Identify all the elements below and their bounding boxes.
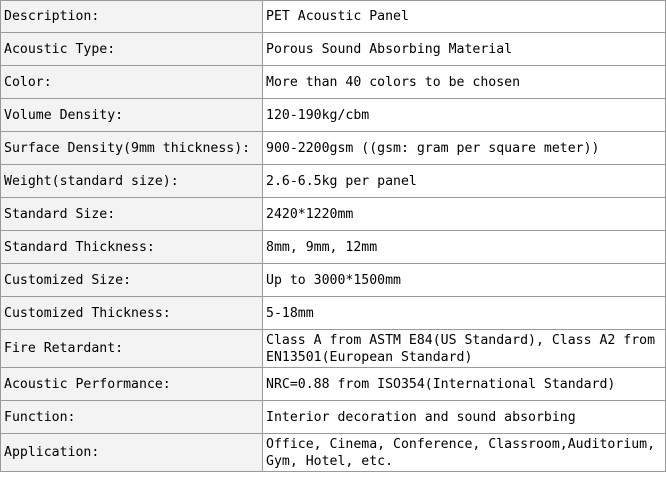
spec-value: Up to 3000*1500mm — [263, 264, 666, 297]
spec-value: Interior decoration and sound absorbing — [263, 401, 666, 434]
spec-value: More than 40 colors to be chosen — [263, 66, 666, 99]
spec-label: Application: — [1, 434, 263, 472]
spec-label: Surface Density(9mm thickness): — [1, 132, 263, 165]
table-row — [1, 231, 666, 264]
spec-label: Acoustic Type: — [1, 33, 263, 66]
table-row — [1, 165, 666, 198]
spec-value: Office, Cinema, Conference, Classroom,Auditorium, Gym, Hotel, etc. — [263, 434, 666, 472]
spec-value: PET Acoustic Panel — [263, 1, 666, 33]
spec-value: Class A from ASTM E84(US Standard), Class A2 from EN13501(European Standard) — [263, 330, 666, 368]
spec-label: Description: — [1, 1, 263, 33]
spec-value: 900-2200gsm ((gsm: gram per square meter)) — [263, 132, 666, 165]
spec-label: Color: — [1, 66, 263, 99]
spec-label: Volume Density: — [1, 99, 263, 132]
spec-label: Function: — [1, 401, 263, 434]
spec-value: 2.6-6.5kg per panel — [263, 165, 666, 198]
table-row — [1, 434, 666, 472]
spec-label: Fire Retardant: — [1, 330, 263, 368]
table-row — [1, 297, 666, 330]
spec-label: Standard Size: — [1, 198, 263, 231]
spec-value: 120-190kg/cbm — [263, 99, 666, 132]
spec-value: Porous Sound Absorbing Material — [263, 33, 666, 66]
spec-value: 5-18mm — [263, 297, 666, 330]
spec-label: Weight(standard size): — [1, 165, 263, 198]
table-row — [1, 66, 666, 99]
table-row — [1, 330, 666, 368]
spec-value: 2420*1220mm — [263, 198, 666, 231]
table-row — [1, 368, 666, 401]
table-row — [1, 198, 666, 231]
table-row — [1, 33, 666, 66]
spec-label: Customized Size: — [1, 264, 263, 297]
table-row — [1, 401, 666, 434]
table-row — [1, 1, 666, 33]
table-row — [1, 132, 666, 165]
spec-label: Standard Thickness: — [1, 231, 263, 264]
table-row — [1, 264, 666, 297]
spec-value: 8mm, 9mm, 12mm — [263, 231, 666, 264]
spec-value: NRC=0.88 from ISO354(International Standard) — [263, 368, 666, 401]
spec-label: Customized Thickness: — [1, 297, 263, 330]
table-row — [1, 99, 666, 132]
spec-label: Acoustic Performance: — [1, 368, 263, 401]
